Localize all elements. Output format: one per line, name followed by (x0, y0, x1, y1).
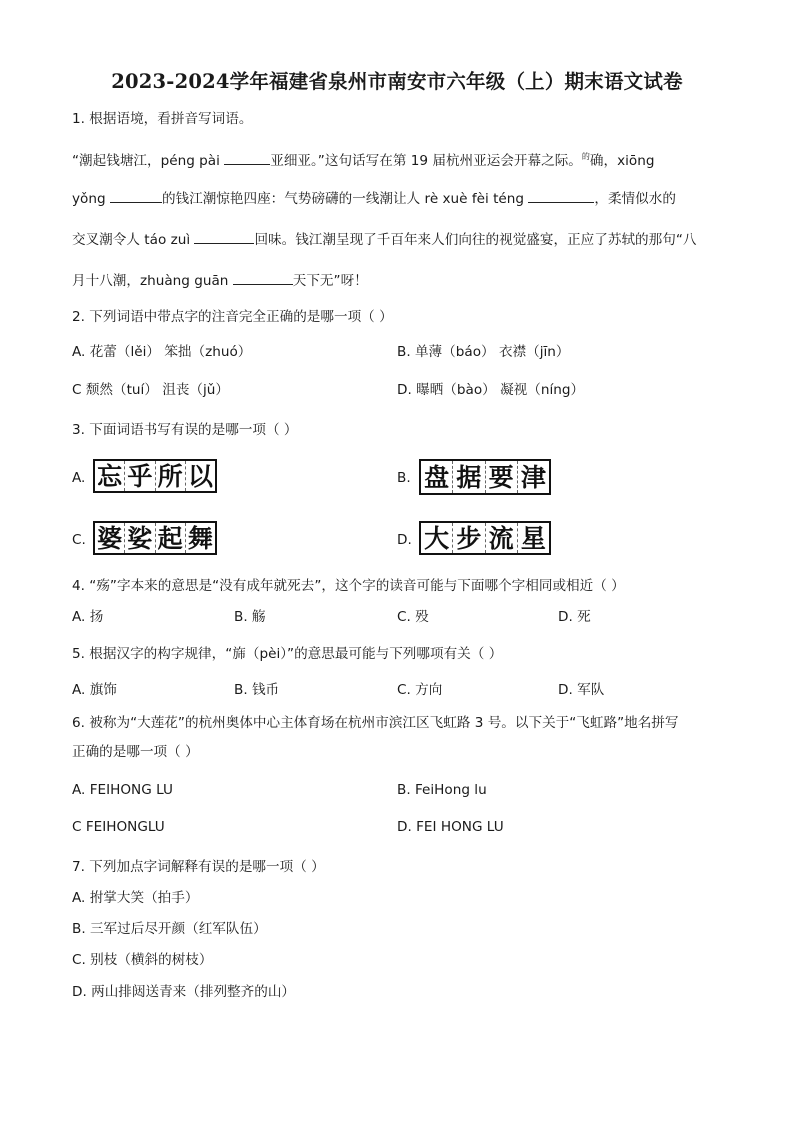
q1-text: ，柔情似水的 (594, 191, 676, 207)
calligraphy-char: 津 (520, 462, 546, 492)
calligraphy-char: 忘 (95, 461, 125, 491)
q5-option-c[interactable]: C. 方向 (397, 682, 443, 698)
q2-option-d[interactable]: D. 曝晒（bào） 凝视（níng） (397, 382, 585, 398)
q3-option-c-calligraphy[interactable] (93, 521, 217, 555)
q1-text: 月十八潮，zhuàng guān (72, 273, 233, 289)
q7-option-a[interactable]: A. 拊掌大笑（拍手） (72, 890, 199, 906)
q1-text: 交叉潮令人 táo zuì (72, 232, 195, 248)
q5-option-a[interactable]: A. 旗饰 (72, 682, 117, 698)
q1-text: 亚细亚。”这句话写在第 19 届杭州亚运会开幕之际。 (270, 153, 582, 169)
page-title: 2023-2024学年福建省泉州市南安市六年级（上）期末语文试卷 (111, 70, 683, 93)
calligraphy-char: 步 (453, 523, 485, 553)
calligraphy-char: 大 (421, 523, 453, 553)
q7-option-d[interactable]: D. 两山排闼送青来（排列整齐的山） (72, 984, 296, 1000)
q1-blank-4[interactable] (194, 229, 254, 244)
q2-stem: 2. 下列词语中带点字的注音完全正确的是哪一项（ ） (72, 309, 393, 325)
q3-label-c: C. (72, 532, 86, 548)
q4-option-b[interactable]: B. 觞 (234, 609, 266, 625)
q3-stem: 3. 下面词语书写有误的是哪一项（ ） (72, 422, 298, 438)
q1-line-4 (72, 270, 368, 291)
calligraphy-char: 娑 (125, 523, 155, 553)
q2-option-c[interactable]: C 颓然（tuí） 沮丧（jǔ） (72, 382, 229, 398)
q7-stem: 7. 下列加点字词解释有误的是哪一项（ ） (72, 859, 325, 875)
q3-label-a: A. (72, 470, 86, 486)
q6-option-d[interactable]: D. FEI HONG LU (397, 819, 504, 835)
calligraphy-char: 以 (187, 461, 213, 491)
q1-text: 的钱江潮惊艳四座：气势磅礴的一线潮让人 rè xuè fèi téng (161, 191, 529, 207)
q7-option-b[interactable]: B. 三军过后尽开颜（红军队伍） (72, 921, 267, 937)
q3-option-d-calligraphy[interactable] (419, 521, 551, 555)
q6-stem-line-2: 正确的是哪一项（ ） (72, 744, 199, 760)
calligraphy-char: 起 (156, 523, 186, 553)
calligraphy-char: 流 (486, 523, 518, 553)
q3-label-b: B. (397, 470, 411, 486)
q6-option-c[interactable]: C FEIHONGLU (72, 819, 165, 835)
q5-option-b[interactable]: B. 钱币 (234, 682, 280, 698)
q1-line-1 (72, 147, 654, 171)
q3-option-b-calligraphy[interactable] (419, 459, 551, 495)
calligraphy-char: 所 (156, 461, 186, 491)
calligraphy-char: 舞 (187, 523, 213, 553)
calligraphy-char: 盘 (421, 461, 453, 493)
q3-label-d: D. (397, 532, 412, 548)
q1-blank-1[interactable] (224, 150, 270, 165)
q1-line-3 (72, 229, 696, 250)
q5-stem: 5. 根据汉字的构字规律，“旆（pèi）”的意思最可能与下列哪项有关（ ） (72, 646, 503, 662)
q1-text: 确，xiōng (589, 153, 655, 169)
calligraphy-char: 乎 (125, 461, 155, 491)
q3-option-a-calligraphy[interactable] (93, 459, 217, 493)
calligraphy-char: 婆 (95, 523, 125, 553)
q1-text: yǒng (72, 191, 110, 207)
q7-option-c[interactable]: C. 别枝（横斜的树枝） (72, 952, 213, 968)
calligraphy-char: 星 (520, 523, 546, 553)
q6-stem-line-1: 6. 被称为“大莲花”的杭州奥体中心主体育场在杭州市滨江区飞虹路 3 号。以下关于“飞虹路”地名拼写 (72, 715, 679, 731)
q1-text: “潮起钱塘江，péng pài (72, 153, 225, 169)
q4-option-d[interactable]: D. 死 (558, 609, 591, 625)
q2-option-a[interactable]: A. 花蕾（lěi） 笨拙（zhuó） (72, 344, 252, 360)
q6-option-b[interactable]: B. FeiHong lu (397, 782, 487, 798)
q1-text: 回味。钱江潮呈现了千百年来人们向往的视觉盛宴，正应了苏轼的那句“八 (254, 232, 697, 248)
q1-blank-2[interactable] (110, 188, 162, 203)
q4-option-c[interactable]: C. 殁 (397, 609, 429, 625)
q4-stem: 4. “殇”字本来的意思是“没有成年就死去”，这个字的读音可能与下面哪个字相同或相近（ ） (72, 578, 625, 594)
q1-text: 的 (581, 152, 590, 161)
q6-option-a[interactable]: A. FEIHONG LU (72, 782, 173, 798)
q4-option-a[interactable]: A. 扬 (72, 609, 104, 625)
q1-stem: 1. 根据语境，看拼音写词语。 (72, 111, 253, 127)
calligraphy-char: 据 (453, 461, 485, 493)
q1-line-2 (72, 188, 676, 209)
q5-option-d[interactable]: D. 军队 (558, 682, 605, 698)
calligraphy-char: 要 (486, 461, 518, 493)
q1-blank-3[interactable] (528, 188, 594, 203)
q1-blank-5[interactable] (233, 270, 293, 285)
q1-text: 天下无”呀！ (292, 273, 368, 289)
q2-option-b[interactable]: B. 单薄（báo） 衣襟（jīn） (397, 344, 570, 360)
